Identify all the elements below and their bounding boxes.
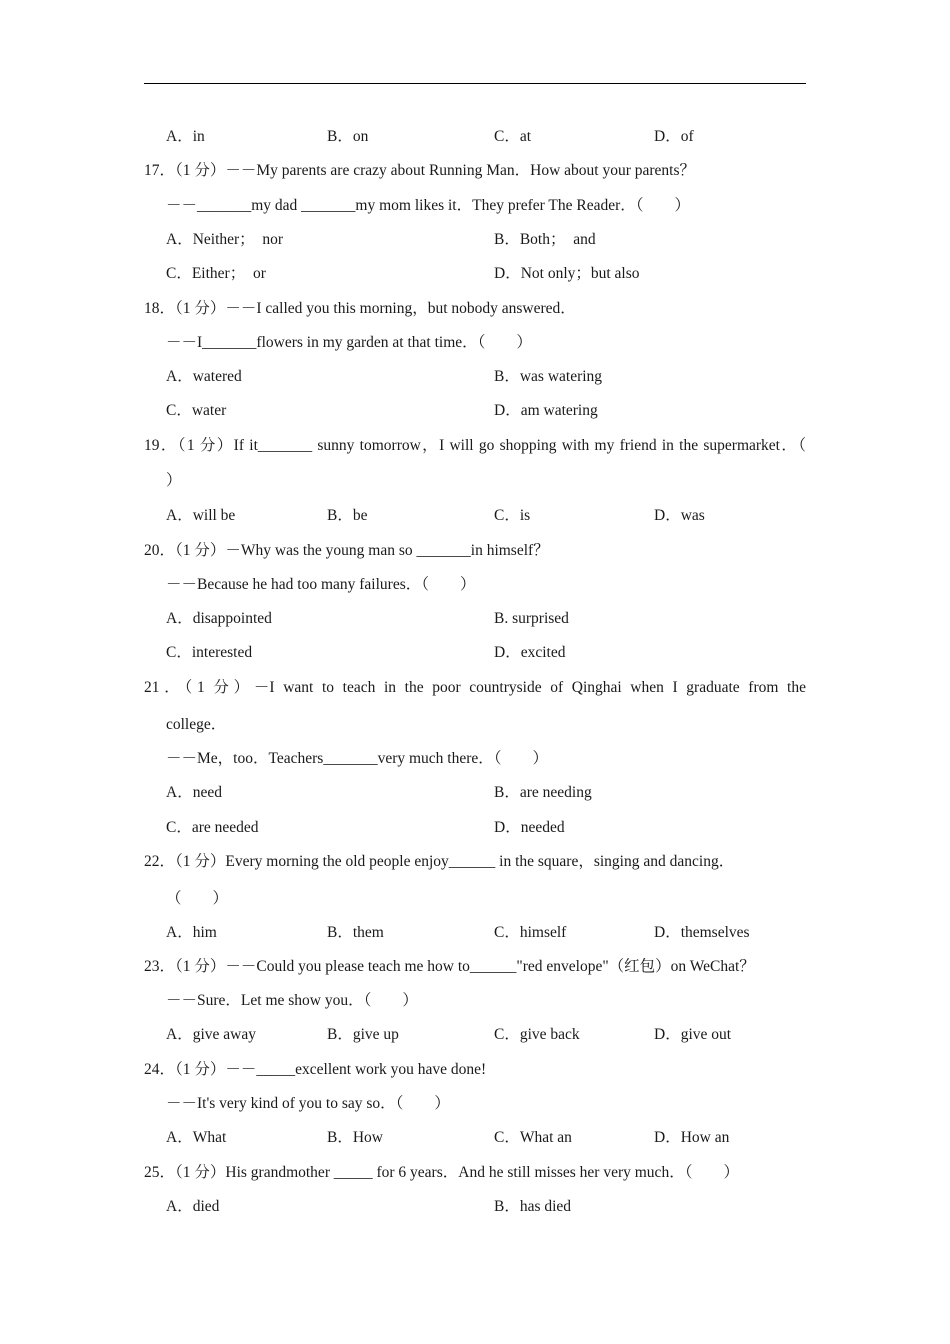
q17-stem: 17．（1 分）－－My parents are crazy about Running Man．How about your parents？ bbox=[144, 162, 695, 179]
q22-option-b[interactable]: B．them bbox=[327, 924, 384, 941]
q18-stem: 18．（1 分）－－I called you this morning，but nobody answered． bbox=[144, 300, 576, 317]
q24-option-c[interactable]: C．What an bbox=[494, 1129, 572, 1146]
q23-option-c[interactable]: C．give back bbox=[494, 1026, 580, 1043]
q23-option-d[interactable]: D．give out bbox=[654, 1026, 732, 1043]
q24-option-b[interactable]: B．How bbox=[327, 1129, 383, 1146]
q21-stem-cont: college． bbox=[166, 716, 227, 733]
header-rule bbox=[144, 83, 806, 84]
q18-option-b[interactable]: B．was watering bbox=[494, 368, 603, 385]
q24-option-d[interactable]: D．How an bbox=[654, 1129, 730, 1146]
q20-option-c[interactable]: C．interested bbox=[166, 644, 253, 661]
q24-option-a[interactable]: A．What bbox=[166, 1129, 227, 1146]
q22-line2: （ ） bbox=[166, 890, 229, 907]
q19-option-c[interactable]: C．is bbox=[494, 507, 531, 524]
q23-option-a[interactable]: A．give away bbox=[166, 1026, 256, 1043]
q22-option-a[interactable]: A．him bbox=[166, 924, 217, 941]
q21-option-d[interactable]: D．needed bbox=[494, 819, 565, 836]
q16-option-c[interactable]: C．at bbox=[494, 128, 532, 145]
q17-option-c[interactable]: C．Either； or bbox=[166, 265, 266, 282]
q24-line2: －－It's very kind of you to say so．（ ） bbox=[166, 1095, 450, 1112]
q25-option-b[interactable]: B．has died bbox=[494, 1198, 572, 1215]
q19-option-d[interactable]: D．was bbox=[654, 507, 705, 524]
q24-stem: 24．（1 分）－－_____excellent work you have done! bbox=[144, 1061, 487, 1078]
q23-stem: 23．（1 分）－－Could you please teach me how to______"red envelope"（红包）on WeChat？ bbox=[144, 958, 755, 975]
q16-option-d[interactable]: D．of bbox=[654, 128, 694, 145]
q16-option-a[interactable]: A．in bbox=[166, 128, 205, 145]
q17-option-d[interactable]: D．Not only；but also bbox=[494, 265, 640, 282]
q18-option-c[interactable]: C．water bbox=[166, 402, 227, 419]
q17-line2: －－_______my dad _______my mom likes it．They prefer The Reader．（ ） bbox=[166, 197, 691, 214]
q16-option-b[interactable]: B．on bbox=[327, 128, 369, 145]
q17-option-a[interactable]: A．Neither； nor bbox=[166, 231, 284, 248]
q20-option-d[interactable]: D．excited bbox=[494, 644, 566, 661]
q18-option-d[interactable]: D．am watering bbox=[494, 402, 598, 419]
q21-option-c[interactable]: C．are needed bbox=[166, 819, 259, 836]
q19-stem: 19．（1 分）If it_______ sunny tomorrow，I will go shopping with my friend in the supermarket．（ bbox=[144, 437, 806, 454]
q19-line2: ） bbox=[166, 472, 182, 489]
q20-line2: －－Because he had too many failures．（ ） bbox=[166, 576, 476, 593]
q25-stem: 25．（1 分）His grandmother _____ for 6 years．And he still misses her very much．（ ） bbox=[144, 1164, 739, 1181]
q18-option-a[interactable]: A．watered bbox=[166, 368, 242, 385]
q23-option-b[interactable]: B．give up bbox=[327, 1026, 399, 1043]
q21-option-a[interactable]: A．need bbox=[166, 784, 222, 801]
q19-option-b[interactable]: B．be bbox=[327, 507, 368, 524]
q22-option-d[interactable]: D．themselves bbox=[654, 924, 750, 941]
q21-option-b[interactable]: B．are needing bbox=[494, 784, 592, 801]
q21-stem: 21．（1 分）－I want to teach in the poor countryside of Qinghai when I graduate from the bbox=[144, 679, 806, 696]
q20-option-b[interactable]: B. surprised bbox=[494, 610, 569, 627]
q17-option-b[interactable]: B．Both； and bbox=[494, 231, 596, 248]
q23-line2: －－Sure．Let me show you．（ ） bbox=[166, 992, 418, 1009]
q22-option-c[interactable]: C．himself bbox=[494, 924, 567, 941]
q20-option-a[interactable]: A．disappointed bbox=[166, 610, 272, 627]
q25-option-a[interactable]: A．died bbox=[166, 1198, 220, 1215]
q21-line2: －－Me，too．Teachers_______very much there．（ ） bbox=[166, 750, 549, 767]
q20-stem: 20．（1 分）－Why was the young man so _______in himself？ bbox=[144, 542, 549, 559]
q19-option-a[interactable]: A．will be bbox=[166, 507, 236, 524]
q18-line2: －－I_______flowers in my garden at that time．（ ） bbox=[166, 334, 532, 351]
q22-stem: 22．（1 分）Every morning the old people enjoy______ in the square，singing and dancing． bbox=[144, 853, 735, 870]
